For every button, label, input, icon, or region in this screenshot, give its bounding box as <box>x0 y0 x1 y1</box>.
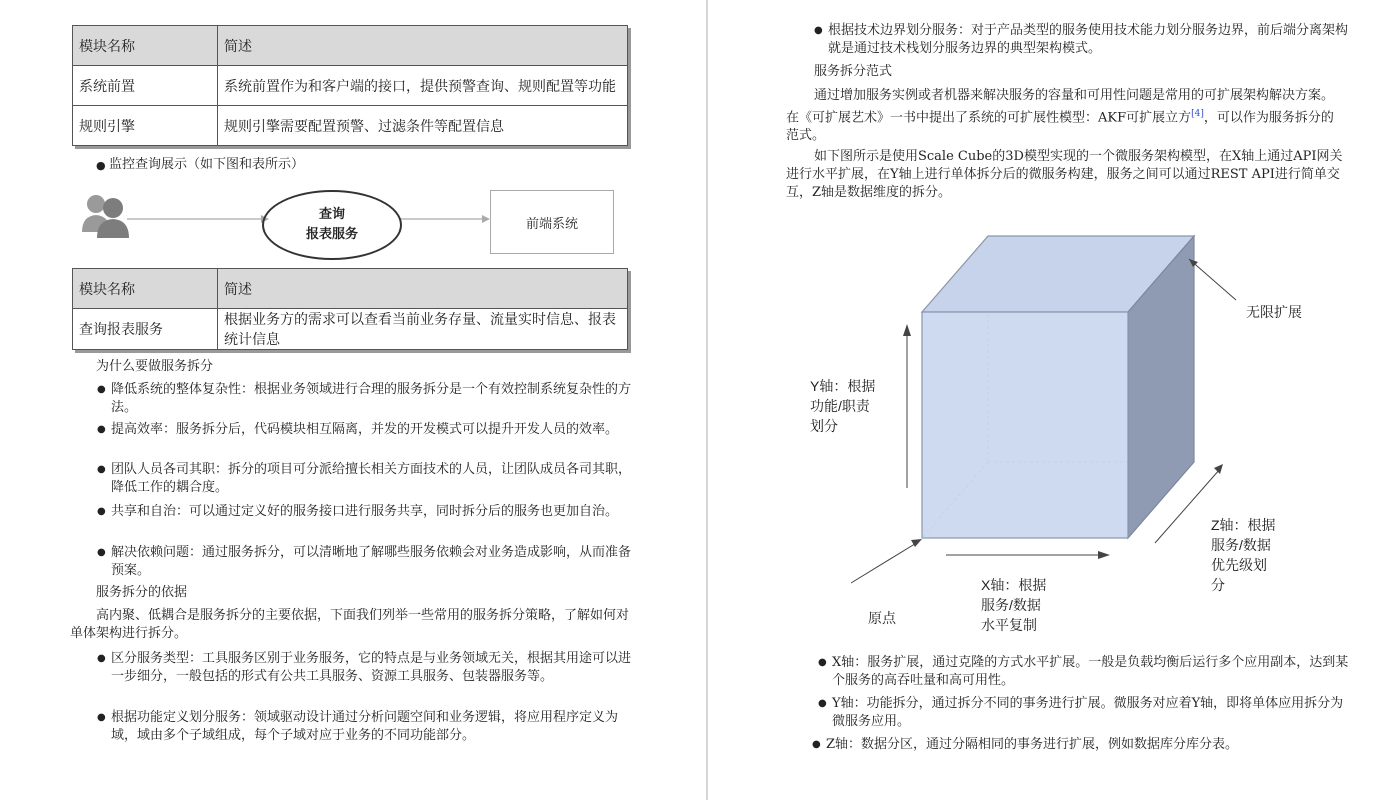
list-item: ● 解决依赖问题：通过服务拆分，可以清晰地了解哪些服务依赖会对业务造成影响，从而准备预案。 <box>97 545 632 578</box>
origin-label: 原点 <box>868 610 896 626</box>
table-header-cell: 简述 <box>218 26 628 66</box>
oval-label-line: 报表服务 <box>305 227 358 242</box>
table-cell: 系统前置 <box>73 66 218 106</box>
list-item: ● 区分服务类型：工具服务区别于业务服务，它的特点是与业务领域无关，根据其用途可以进一步细分，一般包括的形式有公共工具服务、资源工具服务、包装器服务等。 <box>97 651 632 684</box>
table-header-cell: 模块名称 <box>73 26 218 66</box>
list-item: ● Z轴：数据分区，通过分隔相同的事务进行扩展，例如数据库分库分表。 <box>812 737 1239 752</box>
frontend-system-node: 前端系统 <box>490 190 614 254</box>
table-header-cell: 模块名称 <box>73 269 218 309</box>
infinite-scale-label: 无限扩展 <box>1246 304 1302 320</box>
module-table-1 <box>72 25 628 146</box>
table-cell: 系统前置作为和客户端的接口，提供预警查询、规则配置等功能 <box>218 66 628 106</box>
list-item: ● 提高效率：服务拆分后，代码模块相互隔离，并发的开发模式可以提升开发人员的效率。 <box>97 422 619 437</box>
basis-paragraph: 高内聚、低耦合是服务拆分的主要依据，下面我们列举一些常用的服务拆分策略，了解如何对单体架构进行拆分。 <box>70 608 630 641</box>
table-row <box>73 106 628 146</box>
list-item: ● 根据功能定义划分服务：领域驱动设计通过分析问题空间和业务逻辑，将应用程序定义为域，域由多个子域组成，每个子域对应于业务的不同功能部分。 <box>97 710 619 743</box>
list-item: ● X轴：服务扩展，通过克隆的方式水平扩展。一般是负载均衡后运行多个应用副本，达到某个服务的高吞吐量和高可用性。 <box>818 655 1349 688</box>
oval-label-line: 查询 <box>318 207 345 222</box>
basis-heading: 服务拆分的依据 <box>96 585 188 600</box>
table-header-cell: 简述 <box>218 269 628 309</box>
monitor-bullet-text: 监控查询展示（如下图和表所示） <box>109 157 305 172</box>
akf-paragraph: 通过增加服务实例或者机器来解决服务的容量和可用性问题是常用的可扩展架构解决方案。在《可扩展艺术》一书中提出了系统的可扩展性模型：AKF可扩展立方[4]，可以作为服务拆分的范式。 <box>786 88 1335 144</box>
table-cell: 规则引擎 <box>73 106 218 146</box>
table-cell: 规则引擎需要配置预警、过滤条件等配置信息 <box>218 106 628 146</box>
x-axis-label: X轴：根据 服务/数据 水平复制 <box>981 577 1047 633</box>
table-row <box>73 66 628 106</box>
list-item: ● 降低系统的整体复杂性：根据业务领域进行合理的服务拆分是一个有效控制系统复杂性的方法。 <box>97 382 632 415</box>
list-item: ● 根据技术边界划分服务：对于产品类型的服务使用技术能力划分服务边界，前后端分离架构就是通过技术栈划分服务边界的典型架构模式。 <box>814 23 1349 56</box>
paradigm-heading: 服务拆分范式 <box>814 64 893 79</box>
list-item: ● 团队人员各司其职：拆分的项目可分派给擅长相关方面技术的人员，让团队成员各司其职，降低工作的耦合度。 <box>97 462 632 495</box>
query-report-service-node <box>262 190 402 260</box>
z-axis-label: Z轴：根据 服务/数据 优先级划 分 <box>1211 517 1276 593</box>
list-item: ● 共享和自治：可以通过定义好的服务接口进行服务共享，同时拆分后的服务也更加自治。 <box>97 504 619 519</box>
reference-link[interactable]: [4] <box>1191 109 1204 119</box>
why-heading: 为什么要做服务拆分 <box>96 359 214 374</box>
y-axis-label: Y轴：根据 功能/职责 划分 <box>810 378 876 434</box>
table-cell: 根据业务方的需求可以查看当前业务存量、流量实时信息、报表统计信息 <box>218 309 628 350</box>
bullet-dot: ● <box>96 159 106 172</box>
right-page <box>708 0 1400 800</box>
table-row <box>73 309 628 350</box>
module-table-2 <box>72 268 628 350</box>
scale-cube-paragraph: 如下图所示是使用Scale Cube的3D模型实现的一个微服务架构模型，在X轴上通过API网关进行水平扩展，在Y轴上进行单体拆分后的微服务构建，服务之间可以通过REST API进行简单交互，Z轴是数据维度的拆分。 <box>786 149 1343 200</box>
list-item: ● Y轴：功能拆分，通过拆分不同的事务进行扩展。微服务对应着Y轴，即将单体应用拆分为微服务应用。 <box>818 696 1344 729</box>
table-cell: 查询报表服务 <box>73 309 218 350</box>
